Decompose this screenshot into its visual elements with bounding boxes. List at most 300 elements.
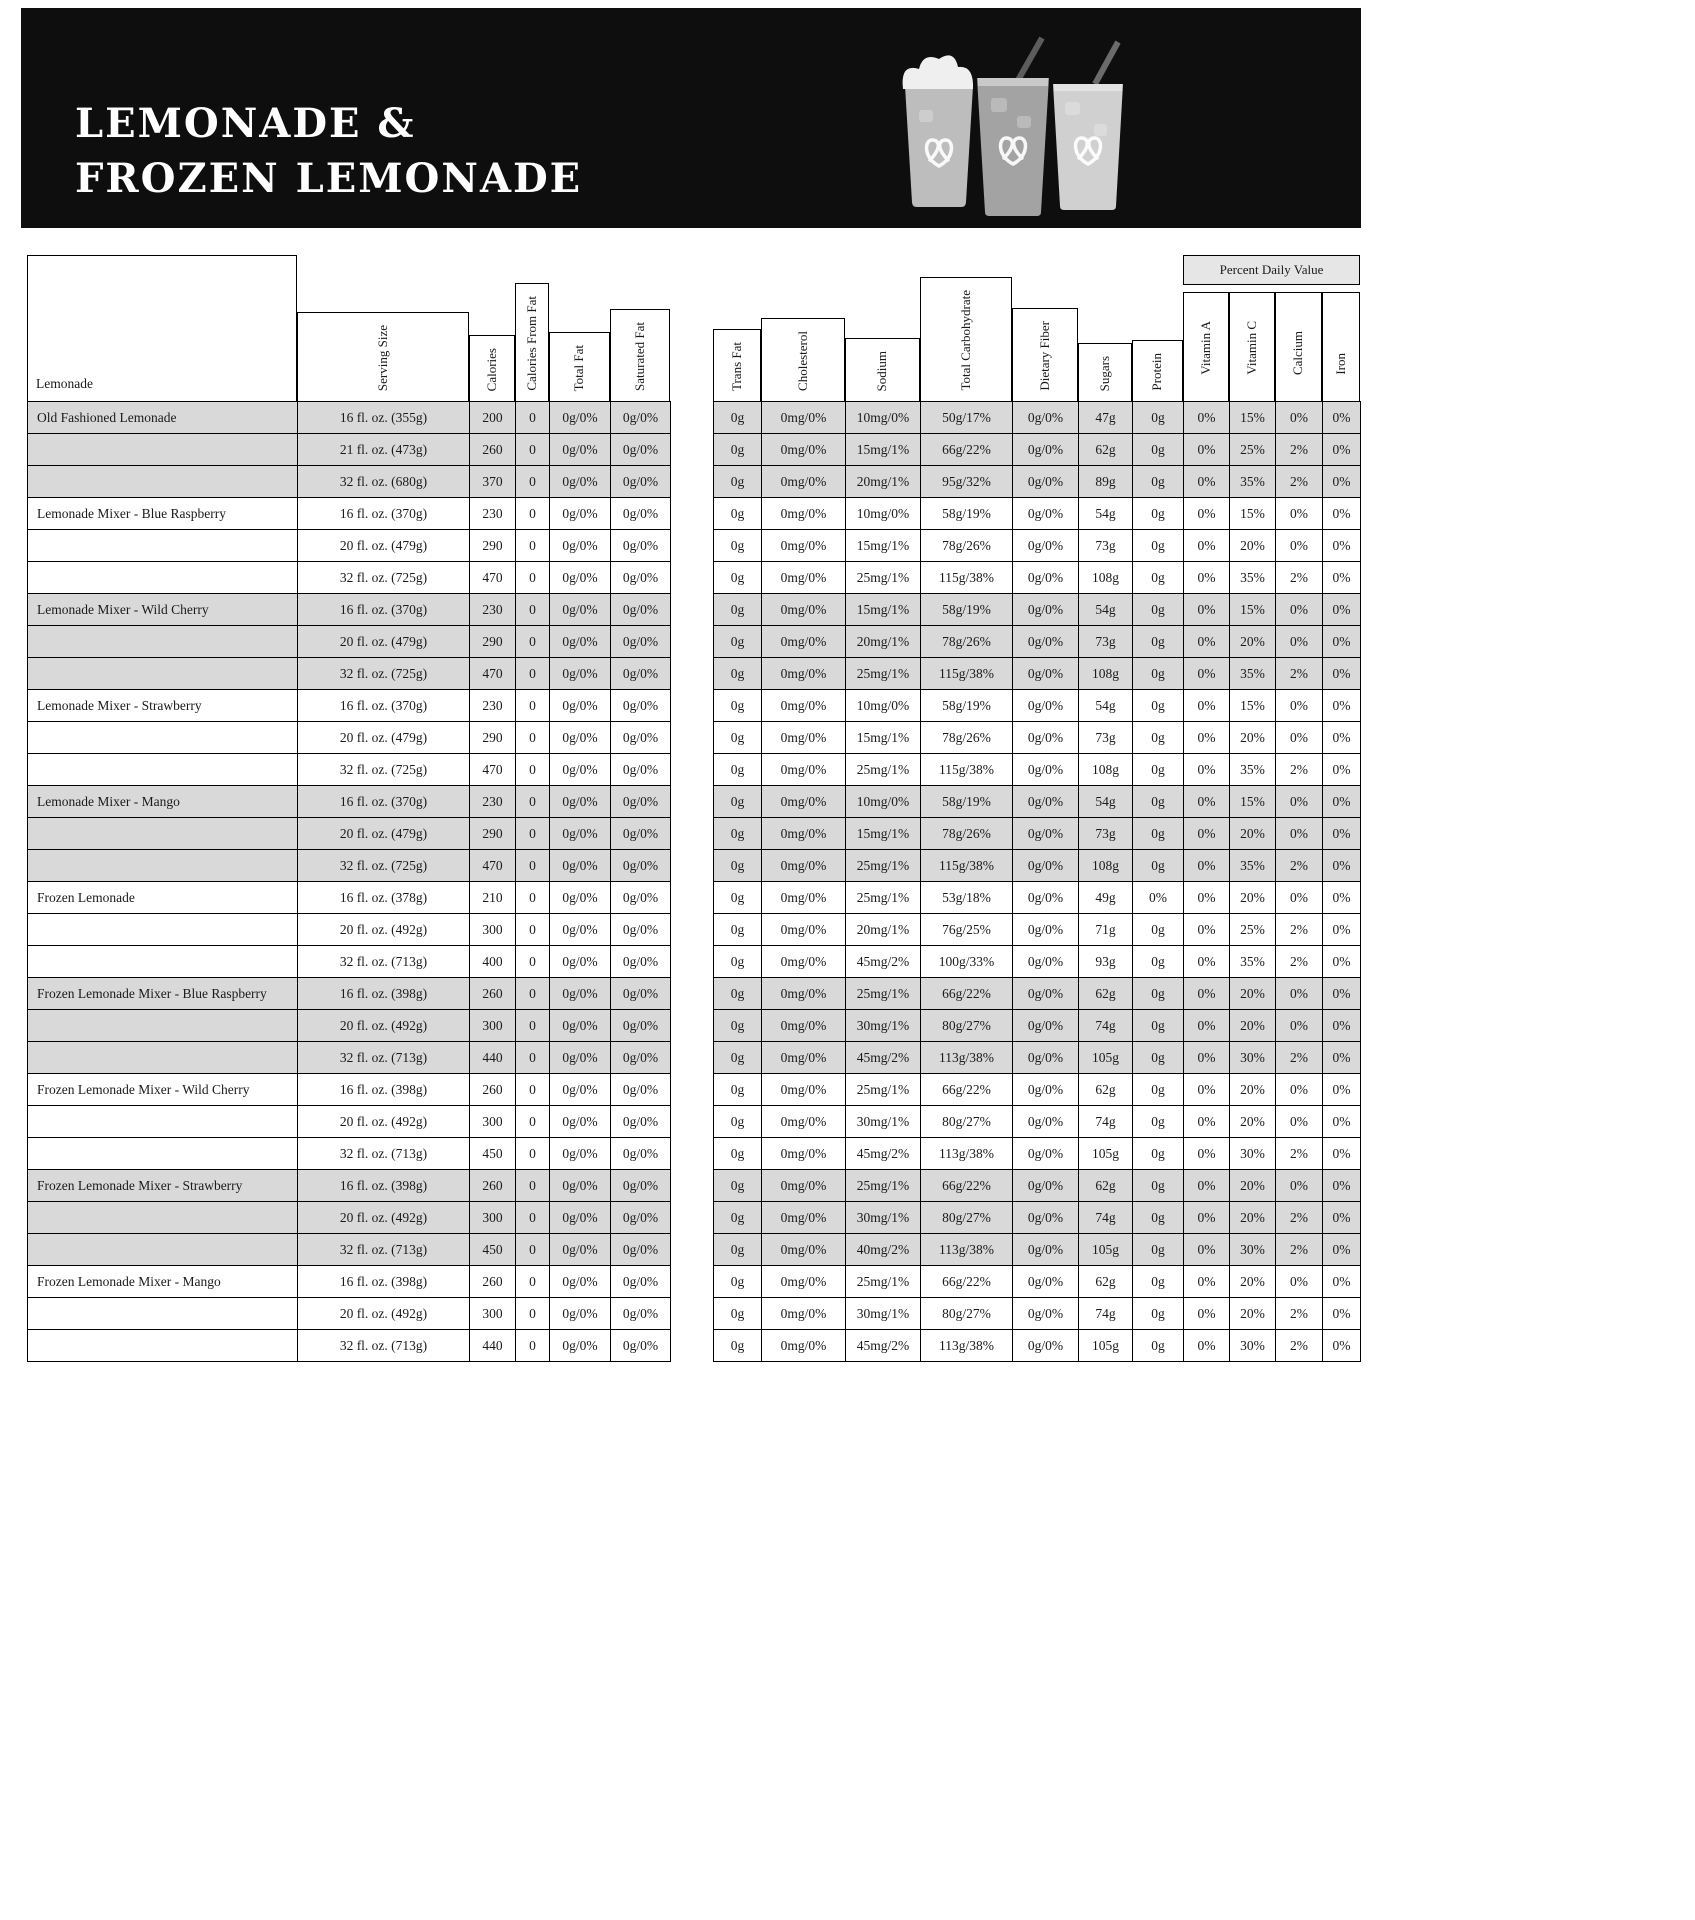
cell-dietary-fiber: 0g/0% [1013,946,1079,978]
cell-calcium: 2% [1276,562,1323,594]
cell-sodium: 25mg/1% [846,658,921,690]
left-table-body [28,402,671,1362]
cell-cal-from-fat: 0 [516,818,550,850]
table-row [714,946,1361,978]
cell-calcium: 0% [1276,1010,1323,1042]
cell-iron: 0% [1323,1138,1361,1170]
cell-vit-a: 0% [1184,562,1230,594]
cell-cholesterol: 0mg/0% [762,914,846,946]
table-row [28,1106,671,1138]
cell-vit-c: 20% [1230,626,1276,658]
cell-name: Frozen Lemonade Mixer - Strawberry [28,1170,298,1202]
cell-total-carb: 80g/27% [921,1298,1013,1330]
column-header-label: Calcium [1290,330,1306,375]
cell-cholesterol: 0mg/0% [762,626,846,658]
cell-cal-from-fat: 0 [516,1298,550,1330]
cell-name [28,754,298,786]
cell-iron: 0% [1323,754,1361,786]
column-header-vitamin-c [1229,292,1275,402]
cell-vit-c: 20% [1230,1106,1276,1138]
cell-sat-fat: 0g/0% [611,1298,671,1330]
table-row [714,658,1361,690]
cell-sugars: 108g [1079,658,1133,690]
cell-calcium: 0% [1276,1266,1323,1298]
cell-trans-fat: 0g [714,1298,762,1330]
cell-name [28,1330,298,1362]
cell-dietary-fiber: 0g/0% [1013,562,1079,594]
cell-sat-fat: 0g/0% [611,1330,671,1362]
cell-cholesterol: 0mg/0% [762,594,846,626]
cell-dietary-fiber: 0g/0% [1013,658,1079,690]
cell-calcium: 2% [1276,1330,1323,1362]
cell-vit-a: 0% [1184,882,1230,914]
cell-cal-from-fat: 0 [516,1330,550,1362]
column-header-vitamin-a [1183,292,1229,402]
cell-serving: 20 fl. oz. (492g) [298,1202,470,1234]
cell-vit-c: 20% [1230,818,1276,850]
cell-vit-a: 0% [1184,754,1230,786]
cell-cholesterol: 0mg/0% [762,978,846,1010]
table-row [28,466,671,498]
cell-total-fat: 0g/0% [550,466,611,498]
cell-sat-fat: 0g/0% [611,1202,671,1234]
cell-sat-fat: 0g/0% [611,594,671,626]
cell-sugars: 54g [1079,786,1133,818]
table-row [714,722,1361,754]
cell-calories: 300 [470,914,516,946]
cell-vit-a: 0% [1184,1170,1230,1202]
nutrition-table-right [713,255,1360,1362]
cell-sat-fat: 0g/0% [611,466,671,498]
nutrition-table-left [27,255,670,1362]
cell-calories: 210 [470,882,516,914]
column-header-calories-from-fat [515,283,549,402]
cell-protein: 0g [1133,1074,1184,1106]
cell-total-fat: 0g/0% [550,1010,611,1042]
cell-sodium: 10mg/0% [846,786,921,818]
cell-sugars: 73g [1079,530,1133,562]
column-header-label: Trans Fat [728,341,744,391]
cell-iron: 0% [1323,1330,1361,1362]
cell-vit-c: 20% [1230,1074,1276,1106]
cell-iron: 0% [1323,946,1361,978]
cell-cal-from-fat: 0 [516,978,550,1010]
cell-vit-c: 30% [1230,1330,1276,1362]
cell-total-carb: 66g/22% [921,1266,1013,1298]
cell-dietary-fiber: 0g/0% [1013,466,1079,498]
cell-sat-fat: 0g/0% [611,818,671,850]
cell-iron: 0% [1323,1266,1361,1298]
cell-protein: 0g [1133,626,1184,658]
cell-calories: 260 [470,1170,516,1202]
cell-cholesterol: 0mg/0% [762,882,846,914]
cell-trans-fat: 0g [714,914,762,946]
table-row [714,754,1361,786]
cell-sat-fat: 0g/0% [611,754,671,786]
cell-total-carb: 115g/38% [921,754,1013,786]
cell-cal-from-fat: 0 [516,1170,550,1202]
cell-calories: 290 [470,818,516,850]
cell-sodium: 10mg/0% [846,402,921,434]
cell-cholesterol: 0mg/0% [762,562,846,594]
cell-total-fat: 0g/0% [550,658,611,690]
cell-protein: 0g [1133,850,1184,882]
cell-cholesterol: 0mg/0% [762,530,846,562]
cell-total-fat: 0g/0% [550,498,611,530]
cell-sugars: 73g [1079,818,1133,850]
table-row [28,914,671,946]
cell-vit-a: 0% [1184,402,1230,434]
cell-vit-c: 25% [1230,914,1276,946]
cell-total-fat: 0g/0% [550,722,611,754]
cell-sugars: 62g [1079,434,1133,466]
column-header-label: Protein [1149,353,1165,391]
column-header-cholesterol [761,318,845,402]
table-row [714,562,1361,594]
cell-vit-c: 20% [1230,882,1276,914]
table-row [28,850,671,882]
cell-total-carb: 58g/19% [921,690,1013,722]
cell-protein: 0g [1133,1010,1184,1042]
cell-total-carb: 115g/38% [921,562,1013,594]
cell-vit-a: 0% [1184,1042,1230,1074]
cell-sugars: 93g [1079,946,1133,978]
cell-serving: 20 fl. oz. (492g) [298,1010,470,1042]
cell-iron: 0% [1323,882,1361,914]
cell-calcium: 2% [1276,754,1323,786]
whipped-topping [903,55,973,89]
cell-dietary-fiber: 0g/0% [1013,754,1079,786]
table-row [28,722,671,754]
cell-vit-a: 0% [1184,626,1230,658]
cell-trans-fat: 0g [714,1042,762,1074]
cell-sat-fat: 0g/0% [611,690,671,722]
cell-protein: 0g [1133,466,1184,498]
page-title-line1: LEMONADE & [75,100,416,147]
cell-cal-from-fat: 0 [516,1266,550,1298]
cell-calcium: 2% [1276,658,1323,690]
cell-serving: 21 fl. oz. (473g) [298,434,470,466]
cell-serving: 20 fl. oz. (479g) [298,530,470,562]
cell-vit-a: 0% [1184,1010,1230,1042]
cell-sugars: 71g [1079,914,1133,946]
cell-vit-a: 0% [1184,818,1230,850]
cell-serving: 32 fl. oz. (713g) [298,1138,470,1170]
cell-vit-a: 0% [1184,594,1230,626]
cell-calcium: 0% [1276,1074,1323,1106]
cell-cal-from-fat: 0 [516,1042,550,1074]
left-table [27,401,671,1362]
column-header-label: Saturated Fat [631,322,647,391]
table-row [714,978,1361,1010]
table-row [714,1138,1361,1170]
cell-sugars: 62g [1079,1074,1133,1106]
cell-vit-c: 35% [1230,658,1276,690]
table-row [28,1298,671,1330]
cell-name [28,530,298,562]
cell-dietary-fiber: 0g/0% [1013,882,1079,914]
cell-calcium: 2% [1276,1138,1323,1170]
cell-calcium: 0% [1276,1170,1323,1202]
cell-protein: 0g [1133,1202,1184,1234]
cell-dietary-fiber: 0g/0% [1013,722,1079,754]
cell-total-fat: 0g/0% [550,818,611,850]
table-row [28,1330,671,1362]
cell-trans-fat: 0g [714,978,762,1010]
cell-calories: 470 [470,562,516,594]
page-title [75,96,582,206]
table-row [714,1298,1361,1330]
cell-cholesterol: 0mg/0% [762,1298,846,1330]
cell-cal-from-fat: 0 [516,1010,550,1042]
cell-vit-c: 30% [1230,1138,1276,1170]
cell-cal-from-fat: 0 [516,626,550,658]
cell-iron: 0% [1323,530,1361,562]
cell-total-carb: 78g/26% [921,626,1013,658]
table-row [714,818,1361,850]
cell-total-fat: 0g/0% [550,1234,611,1266]
table-row [714,914,1361,946]
cell-name [28,1106,298,1138]
table-row [714,498,1361,530]
cell-trans-fat: 0g [714,1106,762,1138]
column-header-label: Total Fat [571,344,587,391]
cell-trans-fat: 0g [714,1170,762,1202]
cell-iron: 0% [1323,1298,1361,1330]
cell-protein: 0g [1133,978,1184,1010]
table-row [28,562,671,594]
cell-vit-c: 15% [1230,498,1276,530]
cell-iron: 0% [1323,978,1361,1010]
cell-cal-from-fat: 0 [516,530,550,562]
cell-calcium: 0% [1276,1106,1323,1138]
cell-sugars: 74g [1079,1298,1133,1330]
cell-trans-fat: 0g [714,882,762,914]
cell-calcium: 0% [1276,722,1323,754]
cell-sodium: 20mg/1% [846,914,921,946]
cell-protein: 0g [1133,530,1184,562]
table-row [714,1170,1361,1202]
column-header-total-carbohydrate [920,277,1012,402]
cell-iron: 0% [1323,658,1361,690]
cell-vit-a: 0% [1184,466,1230,498]
cell-cholesterol: 0mg/0% [762,434,846,466]
cell-vit-c: 20% [1230,978,1276,1010]
cell-total-fat: 0g/0% [550,1042,611,1074]
cell-total-fat: 0g/0% [550,946,611,978]
cell-total-fat: 0g/0% [550,1330,611,1362]
table-row [714,402,1361,434]
right-table [713,401,1361,1362]
cell-protein: 0g [1133,1170,1184,1202]
cell-serving: 32 fl. oz. (725g) [298,754,470,786]
cell-sugars: 54g [1079,594,1133,626]
cell-sat-fat: 0g/0% [611,434,671,466]
cell-total-fat: 0g/0% [550,594,611,626]
cell-sat-fat: 0g/0% [611,978,671,1010]
cell-sat-fat: 0g/0% [611,1170,671,1202]
table-row [714,882,1361,914]
cell-iron: 0% [1323,498,1361,530]
cell-total-fat: 0g/0% [550,1202,611,1234]
cell-total-fat: 0g/0% [550,882,611,914]
table-row [714,1042,1361,1074]
column-header-total-fat [549,332,610,402]
cell-cal-from-fat: 0 [516,466,550,498]
cell-serving: 20 fl. oz. (492g) [298,1106,470,1138]
cell-vit-a: 0% [1184,914,1230,946]
cell-serving: 16 fl. oz. (370g) [298,498,470,530]
cell-trans-fat: 0g [714,850,762,882]
table-row [714,1266,1361,1298]
cell-cal-from-fat: 0 [516,594,550,626]
cell-calories: 290 [470,530,516,562]
cell-trans-fat: 0g [714,626,762,658]
cell-trans-fat: 0g [714,946,762,978]
cell-cholesterol: 0mg/0% [762,1138,846,1170]
cell-protein: 0g [1133,562,1184,594]
table-row [28,1202,671,1234]
cell-iron: 0% [1323,1074,1361,1106]
table-row [714,1330,1361,1362]
cell-total-carb: 113g/38% [921,1234,1013,1266]
cell-cal-from-fat: 0 [516,658,550,690]
cell-dietary-fiber: 0g/0% [1013,626,1079,658]
cell-total-fat: 0g/0% [550,1266,611,1298]
table-row [28,594,671,626]
cell-dietary-fiber: 0g/0% [1013,1138,1079,1170]
cell-calories: 470 [470,754,516,786]
cell-vit-c: 20% [1230,1298,1276,1330]
cell-sodium: 25mg/1% [846,754,921,786]
cell-calcium: 2% [1276,1042,1323,1074]
column-header-label: Total Carbohydrate [957,290,973,391]
cell-cholesterol: 0mg/0% [762,690,846,722]
column-header-label: Sodium [874,350,890,391]
cell-serving: 20 fl. oz. (492g) [298,1298,470,1330]
cell-name [28,850,298,882]
cell-sodium: 30mg/1% [846,1298,921,1330]
cell-vit-a: 0% [1184,1074,1230,1106]
cell-total-fat: 0g/0% [550,402,611,434]
cell-sugars: 74g [1079,1106,1133,1138]
cell-calcium: 2% [1276,850,1323,882]
cell-iron: 0% [1323,914,1361,946]
cell-calcium: 0% [1276,818,1323,850]
cell-sugars: 49g [1079,882,1133,914]
cell-total-carb: 53g/18% [921,882,1013,914]
table-row [714,786,1361,818]
cell-calories: 300 [470,1202,516,1234]
table-row [714,626,1361,658]
cell-sugars: 73g [1079,722,1133,754]
table-row [28,1170,671,1202]
cell-serving: 16 fl. oz. (378g) [298,882,470,914]
cell-cholesterol: 0mg/0% [762,786,846,818]
cell-name [28,1010,298,1042]
cell-iron: 0% [1323,626,1361,658]
cell-sodium: 30mg/1% [846,1106,921,1138]
cell-sugars: 74g [1079,1202,1133,1234]
cell-cholesterol: 0mg/0% [762,402,846,434]
cell-calories: 450 [470,1234,516,1266]
cell-vit-a: 0% [1184,1138,1230,1170]
table-row [714,466,1361,498]
cell-total-carb: 76g/25% [921,914,1013,946]
cell-dietary-fiber: 0g/0% [1013,1074,1079,1106]
cell-iron: 0% [1323,434,1361,466]
cell-sat-fat: 0g/0% [611,1010,671,1042]
column-header-label: Calories [483,347,499,391]
cup-rim [1054,84,1122,91]
cell-calcium: 0% [1276,594,1323,626]
cell-trans-fat: 0g [714,1266,762,1298]
cell-calcium: 0% [1276,978,1323,1010]
column-header-trans-fat [713,329,761,402]
cell-vit-a: 0% [1184,1202,1230,1234]
cell-name [28,722,298,754]
cell-sat-fat: 0g/0% [611,722,671,754]
page-title-line2: FROZEN LEMONADE [75,155,583,202]
cell-trans-fat: 0g [714,786,762,818]
cell-sodium: 10mg/0% [846,498,921,530]
cell-iron: 0% [1323,466,1361,498]
table-row [714,1234,1361,1266]
cell-vit-c: 20% [1230,1010,1276,1042]
cell-calories: 260 [470,1266,516,1298]
cell-serving: 16 fl. oz. (355g) [298,402,470,434]
table-row [28,1138,671,1170]
cell-name [28,1234,298,1266]
cell-calories: 260 [470,1074,516,1106]
cell-sugars: 105g [1079,1234,1133,1266]
header-banner [21,8,1361,228]
cell-sugars: 105g [1079,1138,1133,1170]
cell-dietary-fiber: 0g/0% [1013,1170,1079,1202]
cell-protein: 0g [1133,690,1184,722]
cell-sugars: 62g [1079,978,1133,1010]
column-header-label: Sugars [1096,355,1112,391]
cell-trans-fat: 0g [714,1202,762,1234]
table-row [28,626,671,658]
cell-sodium: 25mg/1% [846,882,921,914]
cell-name [28,1298,298,1330]
table-row [714,434,1361,466]
cell-sat-fat: 0g/0% [611,1106,671,1138]
cell-cal-from-fat: 0 [516,882,550,914]
cell-sat-fat: 0g/0% [611,626,671,658]
cell-calories: 300 [470,1298,516,1330]
cell-protein: 0g [1133,818,1184,850]
cell-sodium: 25mg/1% [846,1170,921,1202]
table-row [28,1234,671,1266]
cell-name: Lemonade Mixer - Strawberry [28,690,298,722]
column-header-dietary-fiber [1012,308,1078,402]
cell-trans-fat: 0g [714,466,762,498]
cell-total-fat: 0g/0% [550,690,611,722]
cell-dietary-fiber: 0g/0% [1013,818,1079,850]
cell-dietary-fiber: 0g/0% [1013,1106,1079,1138]
cell-dietary-fiber: 0g/0% [1013,1330,1079,1362]
cell-cal-from-fat: 0 [516,1106,550,1138]
cell-calories: 400 [470,946,516,978]
cell-sodium: 20mg/1% [846,466,921,498]
cell-dietary-fiber: 0g/0% [1013,594,1079,626]
cell-iron: 0% [1323,402,1361,434]
cell-iron: 0% [1323,1202,1361,1234]
cell-calcium: 0% [1276,882,1323,914]
cell-calcium: 2% [1276,1202,1323,1234]
